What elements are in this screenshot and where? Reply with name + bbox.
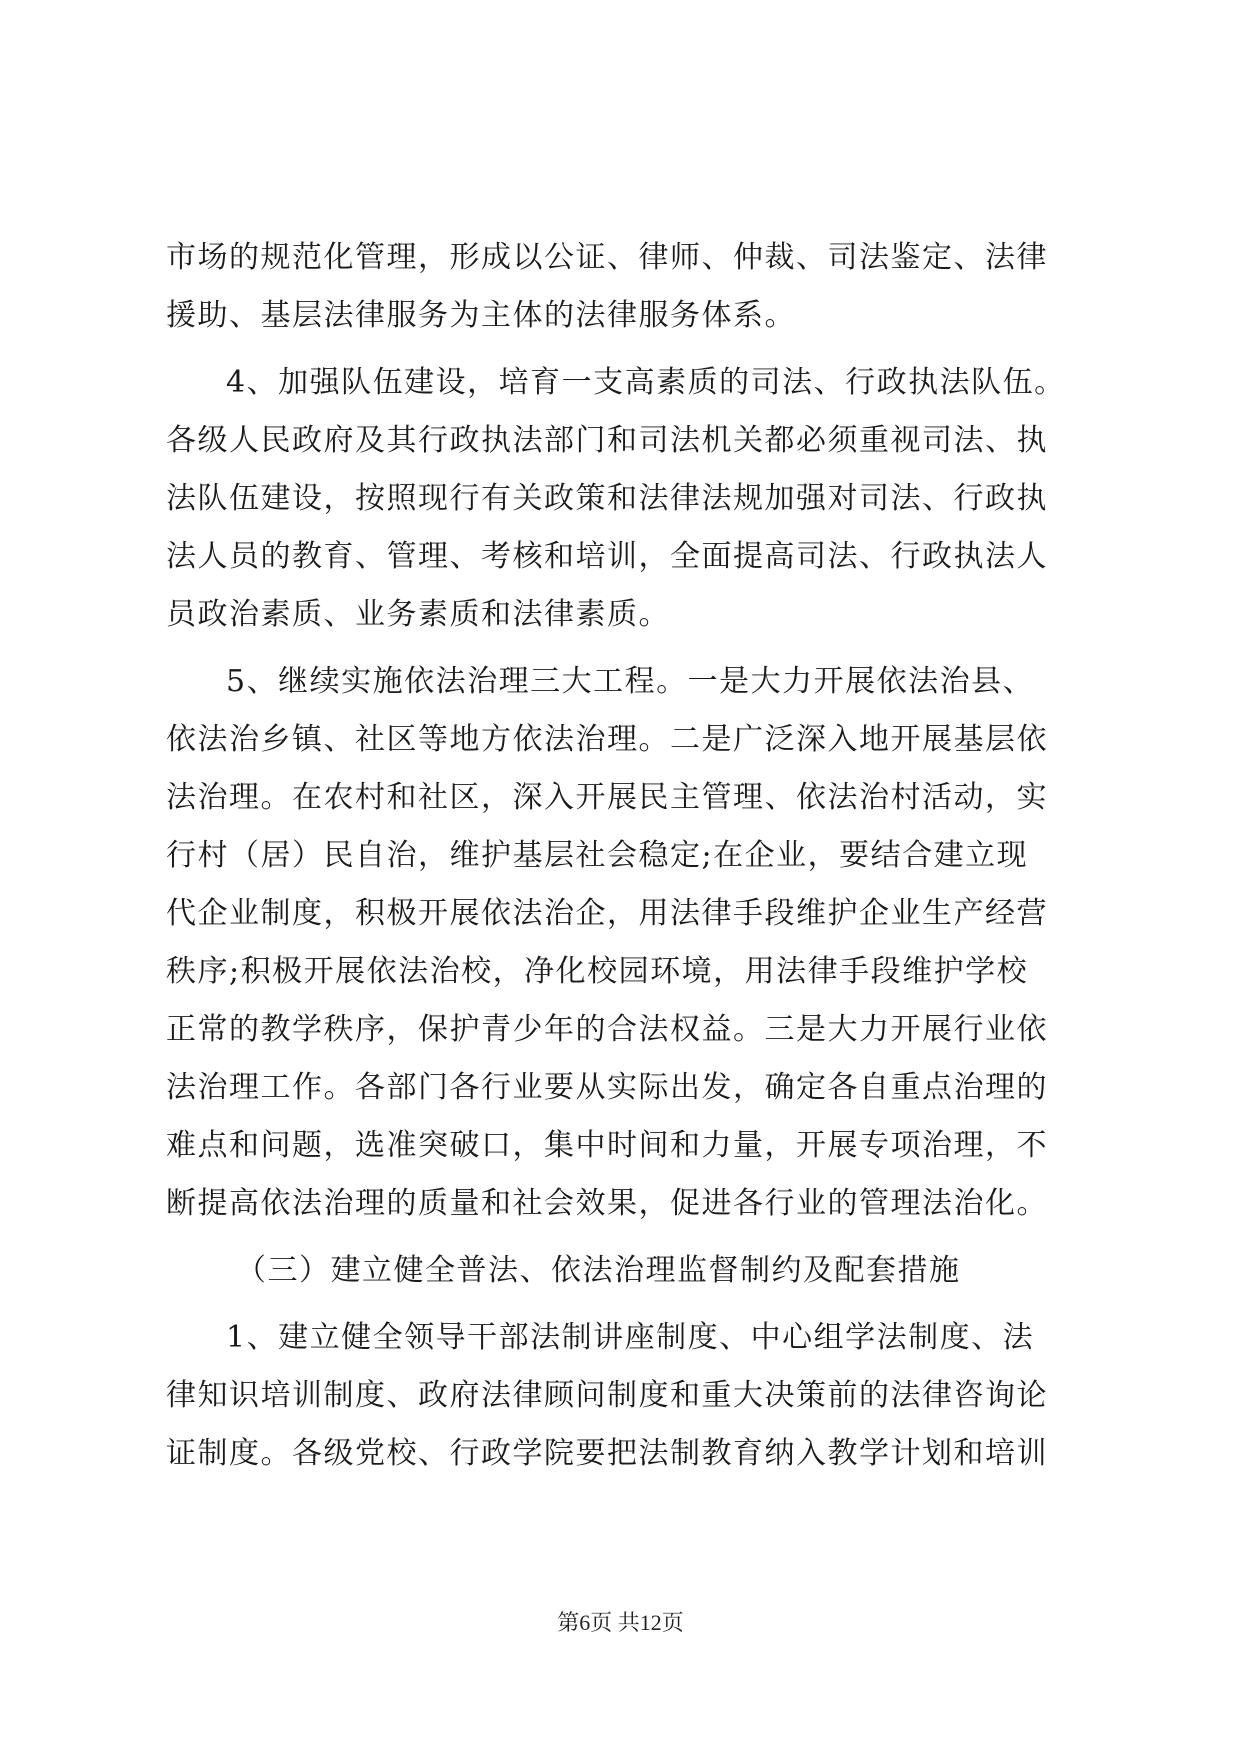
text-line-6: 法人员的教育、管理、考核和培训，全面提高司法、行政执法人	[166, 539, 1048, 574]
text-line-19: 1、建立健全领导干部法制讲座制度、中心组学法制度、法	[226, 1320, 1035, 1355]
text-line-12: 代企业制度，积极开展依法治企，用法律手段维护企业生产经营	[166, 896, 1048, 931]
text-line-10: 法治理。在农村和社区，深入开展民主管理、依法治村活动，实	[166, 780, 1048, 815]
text-line-13: 秩序;积极开展依法治校，净化校园环境，用法律手段维护学校	[166, 954, 1029, 989]
section-heading: （三）建立健全普法、依法治理监督制约及配套措施	[236, 1253, 961, 1288]
text-line-14: 正常的教学秩序，保护青少年的合法权益。三是大力开展行业依	[166, 1012, 1048, 1047]
text-line-3: 4、加强队伍建设，培育一支高素质的司法、行政执法队伍。	[226, 365, 1066, 400]
text-line-15: 法治理工作。各部门各行业要从实际出发，确定各自重点治理的	[166, 1070, 1048, 1105]
text-line-7: 员政治素质、业务素质和法律素质。	[166, 597, 670, 632]
page-footer: 第6页 共12页	[557, 1610, 684, 1635]
text-line-5: 法队伍建设，按照现行有关政策和法律法规加强对司法、行政执	[166, 481, 1048, 516]
text-line-8: 5、继续实施依法治理三大工程。一是大力开展依法治县、	[226, 664, 1035, 699]
text-line-9: 依法治乡镇、社区等地方依法治理。二是广泛深入地开展基层依	[166, 722, 1048, 757]
text-line-17: 断提高依法治理的质量和社会效果，促进各行业的管理法治化。	[166, 1186, 1048, 1221]
text-line-21: 证制度。各级党校、行政学院要把法制教育纳入教学计划和培训	[166, 1436, 1048, 1471]
text-line-16: 难点和问题，选准突破口，集中时间和力量，开展专项治理，不	[166, 1128, 1048, 1163]
text-line-20: 律知识培训制度、政府法律顾问制度和重大决策前的法律咨询论	[166, 1378, 1048, 1413]
text-line-1: 市场的规范化管理，形成以公证、律师、仲裁、司法鉴定、法律	[166, 240, 1048, 275]
text-line-2: 援助、基层法律服务为主体的法律服务体系。	[166, 298, 796, 333]
text-line-4: 各级人民政府及其行政执法部门和司法机关都必须重视司法、执	[166, 423, 1048, 458]
text-line-11: 行村（居）民自治，维护基层社会稳定;在企业，要结合建立现	[166, 838, 1029, 873]
